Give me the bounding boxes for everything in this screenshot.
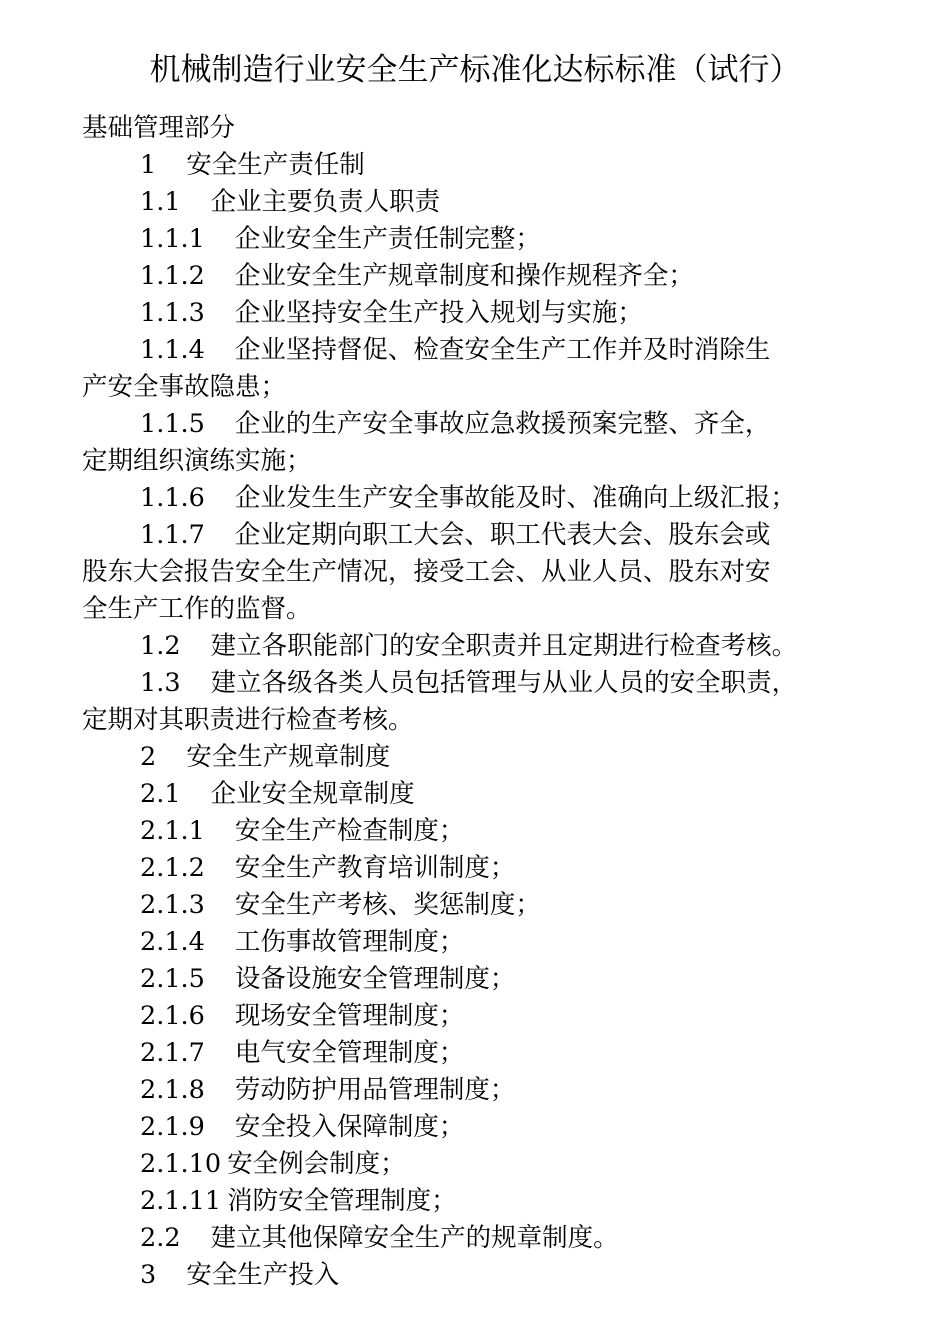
item-number: 2.1.3 [140,890,205,920]
item-text: 企业发生生产安全事故能及时、准确向上级汇报； [234,483,796,513]
item-text: 工伤事故管理制度； [234,927,465,957]
list-item [82,221,882,258]
item-number: 2.1.6 [140,1001,205,1031]
item-number: 2.1.7 [140,1038,205,1068]
list-item [82,776,882,813]
list-item-continuation: 股东大会报告安全生产情况，接受工会、从业人员、股东对安 [82,557,771,587]
list-item-continuation: 定期组织演练实施； [82,446,312,476]
list-item [82,295,882,332]
item-number: 2.1.2 [140,853,205,883]
list-item-continuation: 产安全事故隐患； [82,372,287,402]
item-number: 1.1.6 [140,483,205,513]
list-item-continuation: 定期对其职责进行检查考核。 [82,705,414,735]
list-item [82,924,882,961]
item-text: 企业定期向职工大会、职工代表大会、股东会或 [234,520,771,550]
item-number: 2.1 [140,779,181,809]
item-number: 2 [140,742,157,772]
item-text: 安全例会制度； [227,1149,406,1179]
item-number: 2.2 [140,1223,181,1253]
item-number: 1.1 [140,187,181,217]
list-item [82,258,882,295]
item-number: 2.1.11 [140,1186,222,1216]
list-item-continuation: 全生产工作的监督。 [82,594,312,624]
item-number: 2.1.8 [140,1075,205,1105]
item-number: 2.1.4 [140,927,205,957]
list-item [82,1109,882,1146]
list-item [82,850,882,887]
item-number: 2.1.10 [140,1149,222,1179]
list-item [82,184,882,221]
item-number: 1.2 [140,631,181,661]
list-item [82,406,882,443]
item-text: 企业坚持安全生产投入规划与实施； [234,298,643,328]
item-number: 1.1.7 [140,520,205,550]
item-text: 安全生产责任制 [186,150,365,180]
item-number: 2.1.5 [140,964,205,994]
list-item [82,813,882,850]
list-item [82,1146,882,1183]
item-text: 企业坚持督促、检查安全生产工作并及时消除生 [234,335,771,365]
item-text: 安全生产检查制度； [234,816,465,846]
item-text: 安全生产规章制度 [186,742,391,772]
list-item [82,887,882,924]
item-text: 设备设施安全管理制度； [234,964,516,994]
item-number: 1.1.4 [140,335,205,365]
list-item [82,998,882,1035]
item-text: 劳动防护用品管理制度； [234,1075,516,1105]
item-number: 1.3 [140,668,181,698]
item-number: 1.1.3 [140,298,205,328]
item-text: 消防安全管理制度； [227,1186,457,1216]
item-text: 电气安全管理制度； [234,1038,465,1068]
list-item [82,147,882,184]
item-text: 安全生产教育培训制度； [234,853,516,883]
list-item [82,961,882,998]
list-item [82,1072,882,1109]
item-number: 1.1.1 [140,224,205,254]
item-text: 现场安全管理制度； [234,1001,465,1031]
list-item [82,480,882,517]
list-item [82,665,882,702]
item-text: 安全投入保障制度； [234,1112,465,1142]
item-text: 企业主要负责人职责 [210,187,441,217]
list-item [82,739,882,776]
item-number: 1 [140,150,157,180]
item-text: 企业安全规章制度 [210,779,415,809]
item-text: 安全生产投入 [186,1260,340,1290]
item-text: 建立其他保障安全生产的规章制度。 [210,1223,619,1253]
list-item [82,517,882,554]
item-text: 建立各级各类人员包括管理与从业人员的安全职责， [210,668,798,698]
item-number: 3 [140,1260,157,1290]
item-number: 1.1.2 [140,261,205,291]
document-title: 机械制造行业安全生产标准化达标标准（试行） [149,52,801,88]
item-number: 2.1.1 [140,816,205,846]
list-item [82,1035,882,1072]
item-text: 企业安全生产责任制完整； [234,224,541,254]
item-text: 企业的生产安全事故应急救援预案完整、齐全， [234,409,771,439]
list-item [82,628,882,665]
item-number: 1.1.5 [140,409,205,439]
item-text: 建立各职能部门的安全职责并且定期进行检查考核。 [210,631,798,661]
item-text: 安全生产考核、奖惩制度； [234,890,541,920]
list-item [82,1257,882,1294]
item-number: 2.1.9 [140,1112,205,1142]
list-item [82,1220,882,1257]
document-body [82,110,882,1294]
list-item [82,332,882,369]
item-text: 企业安全生产规章制度和操作规程齐全； [234,261,694,291]
list-item [82,1183,882,1220]
section-heading: 基础管理部分 [82,113,236,143]
